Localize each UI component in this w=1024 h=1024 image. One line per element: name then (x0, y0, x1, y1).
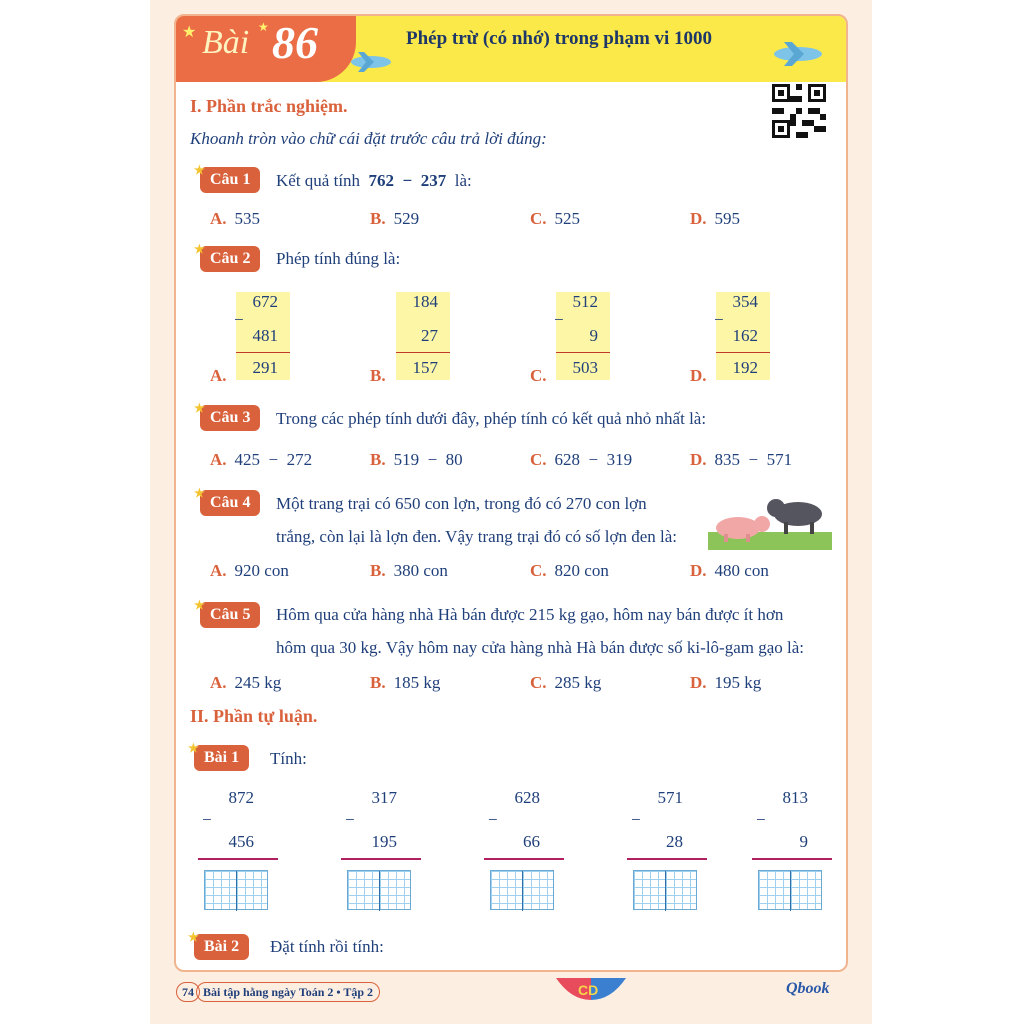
lesson-title: Phép trừ (có nhớ) trong phạm vi 1000 (406, 28, 713, 49)
answer-option-letter[interactable]: A. (210, 366, 227, 385)
subtraction-problem: 628 − 66 (484, 786, 564, 866)
exercise-text: Đặt tính rồi tính: (270, 937, 384, 956)
airplane-icon (770, 40, 826, 68)
answer-option[interactable]: D. 595 (690, 209, 741, 228)
question-text: Trong các phép tính dưới đây, phép tính có kết quả nhỏ nhất là: (276, 409, 707, 428)
answer-grid[interactable] (347, 870, 411, 910)
question-text: Kết quả tính 762 − 237 là: (276, 171, 472, 190)
part1-heading: I. Phần trắc nghiệm. (190, 96, 348, 116)
question-text-line: hôm qua 30 kg. Vậy hôm nay cửa hàng nhà Hà bán được số ki-lô-gam gạo là: (276, 638, 805, 657)
column-subtraction[interactable]: 354 − 162 192 (716, 292, 770, 380)
subtraction-problem: 872 − 456 (198, 786, 278, 866)
lesson-badge (176, 16, 356, 82)
lesson-header (176, 16, 846, 82)
exercise-tag: ★ Bài 2 (194, 934, 249, 960)
answer-option[interactable]: B. 380 con (370, 561, 448, 580)
question-tag: ★ Câu 2 (200, 246, 260, 272)
answer-option[interactable]: D. 835 − 571 (690, 450, 793, 469)
answer-option[interactable]: C. 628 − 319 (530, 450, 633, 469)
answer-option-letter[interactable]: C. (530, 366, 547, 385)
question-tag: ★ Câu 4 (200, 490, 260, 516)
question-expression: 762 − 237 (368, 171, 447, 190)
answer-option[interactable]: A. 920 con (210, 561, 289, 580)
question-tag: ★ Câu 3 (200, 405, 260, 431)
answer-grid[interactable] (204, 870, 268, 910)
answer-option[interactable]: C. 820 con (530, 561, 609, 580)
column-subtraction[interactable]: 672 − 481 291 (236, 292, 290, 380)
answer-option[interactable]: A. 245 kg (210, 673, 282, 692)
question-text: Phép tính đúng là: (276, 249, 401, 268)
publisher-logo: Qbook (786, 980, 830, 997)
question-text-line: trắng, còn lại là lợn đen. Vậy trang trại đó có số lợn đen là: (276, 527, 678, 546)
subtraction-problem: 571 − 28 (627, 786, 707, 866)
question-tag: ★ Câu 1 (200, 167, 260, 193)
answer-option-letter[interactable]: B. (370, 366, 386, 385)
qr-code-icon[interactable] (772, 84, 826, 138)
answer-option[interactable]: B. 529 (370, 209, 420, 228)
answer-option[interactable]: D. 480 con (690, 561, 769, 580)
lesson-word: Bài (202, 24, 250, 61)
answer-option[interactable]: C. 525 (530, 209, 581, 228)
cd-logo-icon (556, 976, 626, 1002)
pigs-illustration (708, 488, 832, 550)
exercise-text: Tính: (270, 749, 307, 768)
part1-instruction: Khoanh tròn vào chữ cái đặt trước câu trả lời đúng: (190, 129, 547, 148)
column-subtraction[interactable]: 184 27 157 (396, 292, 450, 380)
part2-heading: II. Phần tự luận. (190, 706, 318, 726)
question-text-line: Một trang trại có 650 con lợn, trong đó có 270 con lợn (276, 494, 647, 513)
column-subtraction[interactable]: 512 − 9 503 (556, 292, 610, 380)
book-title: Bài tập hằng ngày Toán 2 • Tập 2 (196, 982, 380, 1002)
subtraction-problem: 317 − 195 (341, 786, 421, 866)
answer-option[interactable]: D. 195 kg (690, 673, 762, 692)
exercise-tag: ★ Bài 1 (194, 745, 249, 771)
cd-letters: CD (578, 982, 599, 998)
question-text-line: Hôm qua cửa hàng nhà Hà bán được 215 kg gạo, hôm nay bán được ít hơn (276, 605, 784, 624)
answer-option-letter[interactable]: D. (690, 366, 707, 385)
answer-option[interactable]: B. 185 kg (370, 673, 441, 692)
answer-grid[interactable] (490, 870, 554, 910)
star-icon: ★ (258, 20, 269, 34)
star-icon: ★ (182, 24, 197, 41)
answer-grid[interactable] (633, 870, 697, 910)
question-tag: ★ Câu 5 (200, 602, 260, 628)
lesson-number: 86 (272, 17, 318, 68)
answer-option[interactable]: B. 519 − 80 (370, 450, 463, 469)
answer-option[interactable]: A. 535 (210, 209, 261, 228)
page-number: 74 (176, 982, 200, 1002)
answer-option[interactable]: C. 285 kg (530, 673, 602, 692)
answer-grid[interactable] (758, 870, 822, 910)
airplane-icon (348, 50, 394, 74)
answer-option[interactable]: A. 425 − 272 (210, 450, 313, 469)
subtraction-problem: 813 − 9 (752, 786, 832, 866)
worksheet-frame (174, 14, 848, 972)
